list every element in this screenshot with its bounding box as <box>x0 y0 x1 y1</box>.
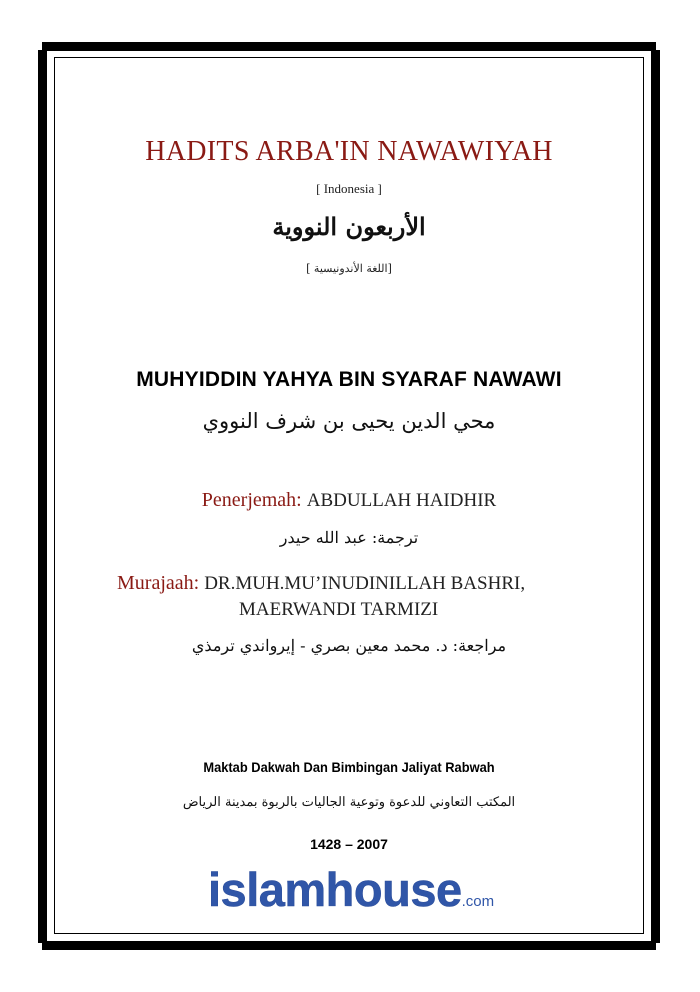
arabic-language-tag: [اللغة الأندونيسية ] <box>306 262 392 275</box>
document-title: HADITS ARBA'IN NAWAWIYAH <box>145 136 553 167</box>
frame-border-bottom <box>42 941 656 950</box>
arabic-publisher-name: المكتب التعاوني للدعوة وتوعية الجاليات بالربوة بمدينة الرياض <box>182 795 516 810</box>
arabic-author-name: محي الدين يحيى بن شرف النووي <box>202 409 496 433</box>
islamhouse-logo <box>208 862 494 917</box>
reviewer-names-line2: MAERWANDI TARMIZI <box>239 599 439 620</box>
language-tag: [ Indonesia ] <box>316 181 382 196</box>
publisher-name: Maktab Dakwah Dan Bimbingan Jaliyat Rabwah <box>203 759 495 775</box>
frame-border-right <box>651 50 660 943</box>
translator-line <box>54 489 644 512</box>
translator-label: Penerjemah: <box>201 489 302 511</box>
author-name: MUHYIDDIN YAHYA BIN SYARAF NAWAWI <box>136 368 562 391</box>
arabic-title: الأربعون النووية <box>272 212 426 241</box>
arabic-translator: ترجمة: عبد الله حيدر <box>279 528 419 547</box>
reviewer-block <box>117 570 637 623</box>
logo-text: islamhouse <box>208 863 462 916</box>
arabic-reviewer: مراجعة: د. محمد معين بصري - إيرواندي ترمذي <box>191 636 507 655</box>
logo-domain: .com <box>461 893 495 910</box>
reviewer-names-line1: DR.MUH.MU’INUDINILLAH BASHRI, <box>204 573 526 594</box>
frame-border-top <box>42 42 656 51</box>
reviewer-label: Murajaah: <box>117 572 200 594</box>
translator-name: ABDULLAH HAIDHIR <box>306 490 497 511</box>
publication-year: 1428 – 2007 <box>310 836 388 852</box>
frame-border-left <box>38 50 47 943</box>
